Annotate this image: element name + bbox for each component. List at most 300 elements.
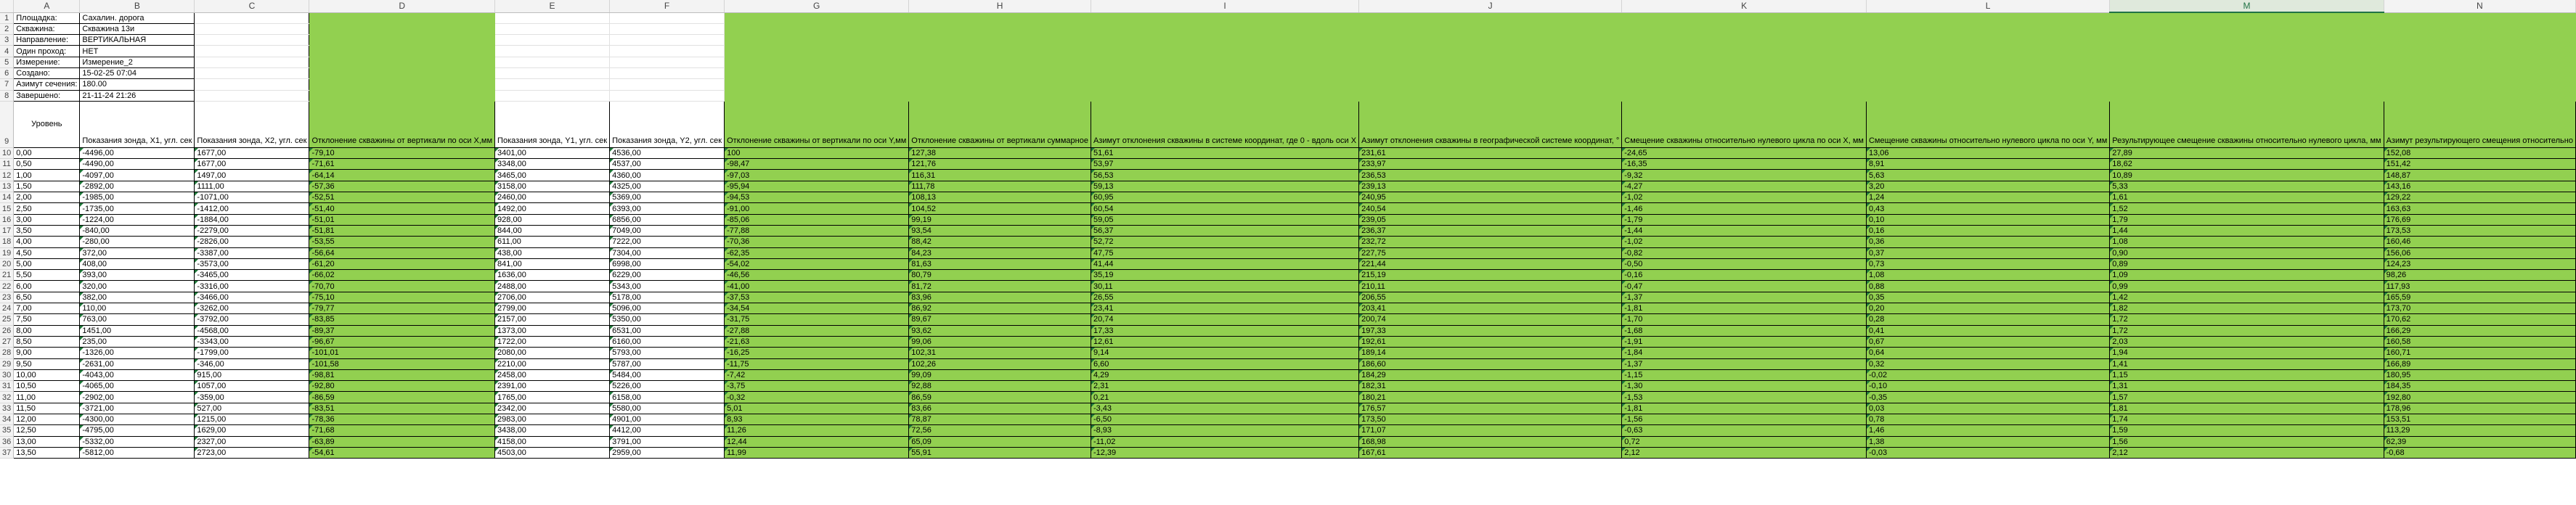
table-cell[interactable]: 236,37 (1359, 225, 1622, 236)
column-heading[interactable]: Показания зонда, Y1, угл. сек (495, 101, 610, 147)
row-number[interactable]: 33 (0, 403, 14, 414)
table-cell[interactable]: 7304,00 (610, 247, 725, 258)
row-number[interactable]: 37 (0, 447, 14, 458)
row-number[interactable]: 13 (0, 181, 14, 192)
table-cell[interactable]: -53,55 (309, 237, 495, 247)
table-cell[interactable]: 165,59 (2384, 292, 2575, 303)
table-cell[interactable]: -1,02 (1622, 192, 1867, 203)
cell[interactable] (1359, 12, 1622, 23)
column-heading[interactable]: Отклонение скважины от вертикали по оси Y,мм (725, 101, 909, 147)
cell[interactable] (495, 46, 610, 57)
table-cell[interactable]: 1,44 (2110, 225, 2384, 236)
info-label[interactable]: Площадка: (14, 12, 80, 23)
table-cell[interactable]: 0,32 (1866, 358, 2109, 369)
table-cell[interactable]: 0,88 (1866, 281, 2109, 292)
cell[interactable] (1359, 90, 1622, 101)
table-cell[interactable]: 129,22 (2384, 192, 2575, 203)
table-cell[interactable]: 23,41 (1091, 303, 1358, 314)
cell[interactable] (309, 23, 495, 34)
column-header-e[interactable]: E (495, 0, 610, 12)
table-cell[interactable]: -51,40 (309, 203, 495, 214)
table-cell[interactable]: -96,67 (309, 336, 495, 347)
cell[interactable] (610, 35, 725, 46)
cell[interactable] (725, 90, 909, 101)
cell[interactable] (2384, 67, 2575, 78)
info-label[interactable]: Завершено: (14, 90, 80, 101)
table-cell[interactable]: 1,61 (2110, 192, 2384, 203)
cell[interactable] (1091, 67, 1358, 78)
table-cell[interactable]: -54,02 (725, 258, 909, 269)
table-cell[interactable]: -85,06 (725, 214, 909, 225)
cell[interactable] (1359, 67, 1622, 78)
table-cell[interactable]: 59,05 (1091, 214, 1358, 225)
table-cell[interactable]: 203,41 (1359, 303, 1622, 314)
table-cell[interactable]: 27,89 (2110, 147, 2384, 158)
table-cell[interactable]: -4490,00 (80, 159, 195, 170)
table-cell[interactable]: 12,50 (14, 425, 80, 436)
table-cell[interactable]: -61,20 (309, 258, 495, 269)
table-cell[interactable]: 1,52 (2110, 203, 2384, 214)
table-cell[interactable]: 1,82 (2110, 303, 2384, 314)
cell[interactable] (1866, 35, 2109, 46)
column-header-n[interactable]: N (2384, 0, 2575, 12)
table-cell[interactable]: -1,79 (1622, 214, 1867, 225)
table-cell[interactable]: -1,53 (1622, 392, 1867, 403)
table-cell[interactable]: -12,39 (1091, 447, 1358, 458)
info-label[interactable]: Скважина: (14, 23, 80, 34)
cell[interactable] (1359, 79, 1622, 90)
row-number[interactable]: 18 (0, 237, 14, 247)
table-cell[interactable]: 60,95 (1091, 192, 1358, 203)
table-cell[interactable]: 9,50 (14, 358, 80, 369)
table-cell[interactable]: 192,80 (2384, 392, 2575, 403)
table-cell[interactable]: -4065,00 (80, 381, 195, 392)
table-cell[interactable]: 6229,00 (610, 270, 725, 281)
cell[interactable] (909, 57, 1091, 67)
row-number[interactable]: 10 (0, 147, 14, 158)
cell[interactable] (909, 90, 1091, 101)
cell[interactable] (195, 12, 309, 23)
column-heading[interactable]: Отклонение скважины от вертикали суммарное (909, 101, 1091, 147)
cell[interactable] (1622, 46, 1867, 57)
table-cell[interactable]: 1,15 (2110, 369, 2384, 380)
cell[interactable] (1866, 46, 2109, 57)
table-cell[interactable]: 0,10 (1866, 214, 2109, 225)
table-cell[interactable]: -0,02 (1866, 369, 2109, 380)
row-number[interactable]: 15 (0, 203, 14, 214)
table-cell[interactable]: -0,35 (1866, 392, 2109, 403)
cell[interactable] (1622, 23, 1867, 34)
column-heading[interactable]: Смещение скважины относительно нулевого цикла по оси Y, мм (1866, 101, 2109, 147)
row-number[interactable]: 14 (0, 192, 14, 203)
table-cell[interactable]: 0,21 (1091, 392, 1358, 403)
table-cell[interactable]: 1,50 (14, 181, 80, 192)
table-cell[interactable]: 56,37 (1091, 225, 1358, 236)
table-cell[interactable]: -56,64 (309, 247, 495, 258)
table-cell[interactable]: 0,50 (14, 159, 80, 170)
cell[interactable] (309, 79, 495, 90)
table-cell[interactable]: 320,00 (80, 281, 195, 292)
table-cell[interactable]: 2723,00 (195, 447, 309, 458)
table-cell[interactable]: -27,88 (725, 325, 909, 336)
table-cell[interactable]: 841,00 (495, 258, 610, 269)
cell[interactable] (909, 35, 1091, 46)
table-cell[interactable]: 5793,00 (610, 348, 725, 358)
cell[interactable] (909, 46, 1091, 57)
table-cell[interactable]: 1,42 (2110, 292, 2384, 303)
cell[interactable] (2110, 12, 2384, 23)
table-cell[interactable]: 4325,00 (610, 181, 725, 192)
table-cell[interactable]: 189,14 (1359, 348, 1622, 358)
table-cell[interactable]: 170,62 (2384, 314, 2575, 325)
column-header-b[interactable]: B (80, 0, 195, 12)
cell[interactable] (1091, 46, 1358, 57)
table-cell[interactable]: -91,00 (725, 203, 909, 214)
cell[interactable] (909, 12, 1091, 23)
column-header-j[interactable]: J (1359, 0, 1622, 12)
table-cell[interactable]: 0,37 (1866, 247, 2109, 258)
table-cell[interactable]: 0,89 (2110, 258, 2384, 269)
table-cell[interactable]: 4360,00 (610, 170, 725, 181)
cell[interactable] (1622, 12, 1867, 23)
table-cell[interactable]: 8,50 (14, 336, 80, 347)
row-number[interactable]: 34 (0, 414, 14, 425)
row-number[interactable]: 8 (0, 90, 14, 101)
table-cell[interactable]: -3721,00 (80, 403, 195, 414)
table-cell[interactable]: 2488,00 (495, 281, 610, 292)
row-number[interactable]: 28 (0, 348, 14, 358)
table-cell[interactable]: 10,00 (14, 369, 80, 380)
table-cell[interactable]: -79,77 (309, 303, 495, 314)
table-cell[interactable]: 5369,00 (610, 192, 725, 203)
row-number[interactable]: 3 (0, 35, 14, 46)
table-cell[interactable]: 18,62 (2110, 159, 2384, 170)
info-value[interactable]: 180.00 (80, 79, 195, 90)
table-cell[interactable]: 6531,00 (610, 325, 725, 336)
cell[interactable] (2110, 79, 2384, 90)
row-number[interactable]: 36 (0, 436, 14, 447)
table-cell[interactable]: -1412,00 (195, 203, 309, 214)
table-cell[interactable]: -31,75 (725, 314, 909, 325)
table-cell[interactable]: 182,31 (1359, 381, 1622, 392)
table-cell[interactable]: 4503,00 (495, 447, 610, 458)
table-cell[interactable]: 0,72 (1622, 436, 1867, 447)
cell[interactable] (195, 79, 309, 90)
table-cell[interactable]: 99,09 (909, 369, 1091, 380)
table-cell[interactable]: 6158,00 (610, 392, 725, 403)
column-heading[interactable]: Уровень (14, 101, 80, 147)
table-cell[interactable]: 3158,00 (495, 181, 610, 192)
table-cell[interactable]: 2391,00 (495, 381, 610, 392)
table-cell[interactable]: 4,00 (14, 237, 80, 247)
table-cell[interactable]: 239,05 (1359, 214, 1622, 225)
table-cell[interactable]: 9,00 (14, 348, 80, 358)
table-cell[interactable]: 86,59 (909, 392, 1091, 403)
table-cell[interactable]: -7,42 (725, 369, 909, 380)
table-cell[interactable]: 117,93 (2384, 281, 2575, 292)
cell[interactable] (1622, 35, 1867, 46)
info-value[interactable]: 15-02-25 07:04 (80, 67, 195, 78)
table-cell[interactable]: 1,72 (2110, 314, 2384, 325)
table-cell[interactable]: -3,43 (1091, 403, 1358, 414)
cell[interactable] (2384, 57, 2575, 67)
table-cell[interactable]: 156,06 (2384, 247, 2575, 258)
row-number[interactable]: 21 (0, 270, 14, 281)
table-cell[interactable]: 408,00 (80, 258, 195, 269)
table-cell[interactable]: 98,26 (2384, 270, 2575, 281)
table-cell[interactable]: 12,44 (725, 436, 909, 447)
cell[interactable] (1359, 46, 1622, 57)
table-cell[interactable]: 2458,00 (495, 369, 610, 380)
table-cell[interactable]: 11,26 (725, 425, 909, 436)
table-cell[interactable]: 3401,00 (495, 147, 610, 158)
table-cell[interactable]: -4043,00 (80, 369, 195, 380)
cell[interactable] (1866, 79, 2109, 90)
table-cell[interactable]: 1373,00 (495, 325, 610, 336)
table-cell[interactable]: -51,01 (309, 214, 495, 225)
table-cell[interactable]: -0,47 (1622, 281, 1867, 292)
table-cell[interactable]: 124,23 (2384, 258, 2575, 269)
table-cell[interactable]: 81,72 (909, 281, 1091, 292)
table-cell[interactable]: 111,78 (909, 181, 1091, 192)
table-cell[interactable]: -3466,00 (195, 292, 309, 303)
table-cell[interactable]: 0,43 (1866, 203, 2109, 214)
table-cell[interactable]: 2983,00 (495, 414, 610, 425)
table-cell[interactable]: 3,00 (14, 214, 80, 225)
column-header-c[interactable]: C (195, 0, 309, 12)
table-cell[interactable]: 99,06 (909, 336, 1091, 347)
table-cell[interactable]: 2157,00 (495, 314, 610, 325)
table-cell[interactable]: 7222,00 (610, 237, 725, 247)
table-cell[interactable]: 5343,00 (610, 281, 725, 292)
table-cell[interactable]: -98,47 (725, 159, 909, 170)
table-cell[interactable]: 81,63 (909, 258, 1091, 269)
table-cell[interactable]: -4097,00 (80, 170, 195, 181)
row-number[interactable]: 20 (0, 258, 14, 269)
table-cell[interactable]: 1215,00 (195, 414, 309, 425)
table-cell[interactable]: -1,30 (1622, 381, 1867, 392)
cell[interactable] (909, 79, 1091, 90)
table-cell[interactable]: 171,07 (1359, 425, 1622, 436)
table-cell[interactable]: 197,33 (1359, 325, 1622, 336)
table-cell[interactable]: -359,00 (195, 392, 309, 403)
table-cell[interactable]: 233,97 (1359, 159, 1622, 170)
table-cell[interactable]: 2,03 (2110, 336, 2384, 347)
table-cell[interactable]: -2892,00 (80, 181, 195, 192)
cell[interactable] (610, 46, 725, 57)
info-value[interactable]: НЕТ (80, 46, 195, 57)
table-cell[interactable]: -1,81 (1622, 403, 1867, 414)
table-cell[interactable]: -1,70 (1622, 314, 1867, 325)
column-header-f[interactable]: F (610, 0, 725, 12)
table-cell[interactable]: 116,31 (909, 170, 1091, 181)
table-cell[interactable]: -4496,00 (80, 147, 195, 158)
table-cell[interactable]: -2631,00 (80, 358, 195, 369)
table-cell[interactable]: 5484,00 (610, 369, 725, 380)
row-number[interactable]: 32 (0, 392, 14, 403)
table-cell[interactable]: -2826,00 (195, 237, 309, 247)
table-cell[interactable]: 1722,00 (495, 336, 610, 347)
table-cell[interactable]: -8,93 (1091, 425, 1358, 436)
table-cell[interactable]: 382,00 (80, 292, 195, 303)
table-cell[interactable]: 0,36 (1866, 237, 2109, 247)
table-cell[interactable]: -0,68 (2384, 447, 2575, 458)
table-cell[interactable]: 4537,00 (610, 159, 725, 170)
table-cell[interactable]: 3438,00 (495, 425, 610, 436)
cell[interactable] (1359, 23, 1622, 34)
table-cell[interactable]: 99,19 (909, 214, 1091, 225)
column-header-h[interactable]: H (909, 0, 1091, 12)
table-cell[interactable]: 93,54 (909, 225, 1091, 236)
row-number[interactable]: 35 (0, 425, 14, 436)
row-number[interactable]: 26 (0, 325, 14, 336)
cell[interactable] (1091, 35, 1358, 46)
table-cell[interactable]: 78,87 (909, 414, 1091, 425)
table-cell[interactable]: 83,66 (909, 403, 1091, 414)
cell[interactable] (2384, 46, 2575, 57)
table-cell[interactable]: -0,50 (1622, 258, 1867, 269)
info-value[interactable]: Измерение_2 (80, 57, 195, 67)
cell[interactable] (909, 23, 1091, 34)
table-cell[interactable]: -0,63 (1622, 425, 1867, 436)
table-cell[interactable]: 2342,00 (495, 403, 610, 414)
cell[interactable] (610, 79, 725, 90)
table-cell[interactable]: 6,00 (14, 281, 80, 292)
table-cell[interactable]: -0,03 (1866, 447, 2109, 458)
table-cell[interactable]: 13,50 (14, 447, 80, 458)
table-cell[interactable]: 62,39 (2384, 436, 2575, 447)
table-cell[interactable]: -280,00 (80, 237, 195, 247)
table-cell[interactable]: 166,89 (2384, 358, 2575, 369)
table-cell[interactable]: 1677,00 (195, 147, 309, 158)
row-number[interactable]: 25 (0, 314, 14, 325)
cell[interactable] (195, 35, 309, 46)
table-cell[interactable]: 92,88 (909, 381, 1091, 392)
info-value[interactable]: Сахалин. дорога (80, 12, 195, 23)
cell[interactable] (1866, 23, 2109, 34)
cell[interactable] (309, 35, 495, 46)
row-number[interactable]: 1 (0, 12, 14, 23)
cell[interactable] (2110, 46, 2384, 57)
table-cell[interactable]: 1492,00 (495, 203, 610, 214)
table-cell[interactable]: 180,21 (1359, 392, 1622, 403)
table-cell[interactable]: -4300,00 (80, 414, 195, 425)
table-cell[interactable]: 2959,00 (610, 447, 725, 458)
table-cell[interactable]: 0,73 (1866, 258, 2109, 269)
table-cell[interactable]: -1326,00 (80, 348, 195, 358)
column-header-a[interactable]: A (14, 0, 80, 12)
info-value[interactable]: 21-11-24 21:26 (80, 90, 195, 101)
table-cell[interactable]: 1,74 (2110, 414, 2384, 425)
table-cell[interactable]: 160,46 (2384, 237, 2575, 247)
table-cell[interactable]: -11,02 (1091, 436, 1358, 447)
table-cell[interactable]: 56,53 (1091, 170, 1358, 181)
info-label[interactable]: Создано: (14, 67, 80, 78)
cell[interactable] (1091, 12, 1358, 23)
table-cell[interactable]: 1,94 (2110, 348, 2384, 358)
table-cell[interactable]: 6,50 (14, 292, 80, 303)
cell[interactable] (1866, 90, 2109, 101)
table-cell[interactable]: 232,72 (1359, 237, 1622, 247)
table-cell[interactable]: 11,99 (725, 447, 909, 458)
table-cell[interactable]: -54,61 (309, 447, 495, 458)
table-cell[interactable]: -75,10 (309, 292, 495, 303)
table-cell[interactable]: -70,36 (725, 237, 909, 247)
table-cell[interactable]: 4,50 (14, 247, 80, 258)
cell[interactable] (610, 12, 725, 23)
table-cell[interactable]: 5,50 (14, 270, 80, 281)
row-number[interactable]: 12 (0, 170, 14, 181)
table-cell[interactable]: 0,16 (1866, 225, 2109, 236)
table-cell[interactable]: 1,09 (2110, 270, 2384, 281)
table-cell[interactable]: 2706,00 (495, 292, 610, 303)
table-cell[interactable]: 180,95 (2384, 369, 2575, 380)
table-cell[interactable]: 4158,00 (495, 436, 610, 447)
row-number[interactable]: 23 (0, 292, 14, 303)
table-cell[interactable]: 8,93 (725, 414, 909, 425)
table-cell[interactable]: 173,50 (1359, 414, 1622, 425)
cell[interactable] (1866, 67, 2109, 78)
table-cell[interactable]: -101,58 (309, 358, 495, 369)
table-cell[interactable]: -1,02 (1622, 237, 1867, 247)
column-heading[interactable]: Показания зонда, Y2, угл. сек (610, 101, 725, 147)
table-cell[interactable]: -3792,00 (195, 314, 309, 325)
table-cell[interactable]: 210,11 (1359, 281, 1622, 292)
table-cell[interactable]: -66,02 (309, 270, 495, 281)
cell[interactable] (1359, 35, 1622, 46)
cell[interactable] (610, 90, 725, 101)
table-cell[interactable]: 8,91 (1866, 159, 2109, 170)
table-cell[interactable]: -2279,00 (195, 225, 309, 236)
cell[interactable] (2384, 90, 2575, 101)
table-cell[interactable]: 160,71 (2384, 348, 2575, 358)
cell[interactable] (309, 57, 495, 67)
column-heading[interactable]: Результирующее смещение скважины относительно нулевого цикла, мм (2110, 101, 2384, 147)
table-cell[interactable]: 83,96 (909, 292, 1091, 303)
table-cell[interactable]: 89,67 (909, 314, 1091, 325)
table-cell[interactable]: -64,14 (309, 170, 495, 181)
column-header-l[interactable]: L (1866, 0, 2109, 12)
table-cell[interactable]: -1,46 (1622, 203, 1867, 214)
table-cell[interactable]: 173,53 (2384, 225, 2575, 236)
row-number[interactable]: 5 (0, 57, 14, 67)
table-cell[interactable]: 60,54 (1091, 203, 1358, 214)
table-cell[interactable]: 178,96 (2384, 403, 2575, 414)
info-label[interactable]: Азимут сечения: (14, 79, 80, 90)
row-number[interactable]: 4 (0, 46, 14, 57)
table-cell[interactable]: 2,50 (14, 203, 80, 214)
table-cell[interactable]: 148,87 (2384, 170, 2575, 181)
table-cell[interactable]: 1,46 (1866, 425, 2109, 436)
table-cell[interactable]: 844,00 (495, 225, 610, 236)
table-cell[interactable]: -57,36 (309, 181, 495, 192)
table-cell[interactable]: 192,61 (1359, 336, 1622, 347)
table-cell[interactable]: 3348,00 (495, 159, 610, 170)
row-number[interactable]: 30 (0, 369, 14, 380)
table-cell[interactable]: 11,50 (14, 403, 80, 414)
table-cell[interactable]: 393,00 (80, 270, 195, 281)
table-cell[interactable]: -63,89 (309, 436, 495, 447)
table-cell[interactable]: 86,92 (909, 303, 1091, 314)
cell[interactable] (1622, 90, 1867, 101)
table-cell[interactable]: 0,20 (1866, 303, 2109, 314)
column-heading[interactable]: Показания зонда, X2, угл. сек (195, 101, 309, 147)
table-cell[interactable]: 4536,00 (610, 147, 725, 158)
cell[interactable] (1622, 79, 1867, 90)
info-label[interactable]: Измерение: (14, 57, 80, 67)
cell[interactable] (495, 90, 610, 101)
table-cell[interactable]: -98,81 (309, 369, 495, 380)
